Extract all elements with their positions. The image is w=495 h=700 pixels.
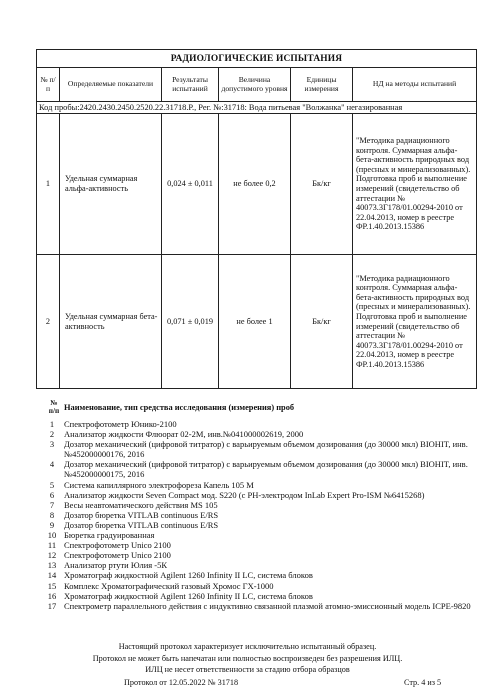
header-indicators: Определяемые показатели [60, 68, 162, 102]
item-text: Комплекс Хроматографический газовый Хромос ГХ-1000 [64, 580, 274, 591]
item-number: 11 [47, 540, 57, 551]
row-indicator: Удельная суммарная альфа-активность [60, 114, 162, 255]
table-row [37, 255, 477, 389]
list-item [44, 520, 474, 530]
header-num: № п/п [37, 68, 60, 102]
list-item [44, 429, 474, 439]
item-number: 9 [49, 519, 55, 530]
equipment-title: Наименование, тип средства исследования (измерения) проб [64, 403, 295, 412]
list-item [44, 550, 474, 560]
equipment-list-header [44, 399, 474, 419]
row-indicator: Удельная суммарная бета-активность [60, 255, 162, 389]
row-result: 0,071 ± 0,019 [162, 255, 219, 389]
item-text: Анализатор жидкости Флюорат 02-2М, инв.№041000002619, 2000 [64, 429, 304, 440]
item-number: 7 [49, 499, 55, 510]
item-number: 17 [47, 600, 57, 611]
item-number: 12 [47, 550, 57, 561]
protocol-reference: Протокол от 12.05.2022 № 31718 [124, 678, 239, 687]
row-method: "Методика радиационного контроля. Суммарная альфа-бета-активность природных вод (пресных и минерализованных). Подготовка проб и выполнение измерений (свидетельство об аттестации № 40073.3Г178/01.00294-2010 от 22.04.2013, номер в реестре ФР.1.40.2013.15386 [353, 114, 477, 255]
item-text: Хроматограф жидкостной Agilent 1260 Infinity II LC, система блоков [64, 590, 313, 601]
list-item [44, 480, 474, 490]
list-item [44, 510, 474, 520]
row-num: 1 [37, 114, 60, 255]
list-item [44, 601, 474, 611]
table-row [37, 114, 477, 255]
list-item [44, 591, 474, 601]
list-item [44, 540, 474, 550]
list-item [44, 439, 474, 459]
item-text: Система капиллярного электрофореза Капель 105 М [64, 479, 254, 490]
header-results: Результаты испытаний [162, 68, 219, 102]
item-number: 10 [47, 530, 57, 541]
item-number: 1 [49, 419, 55, 429]
item-text: Анализатор ртути Юлия -5К [64, 560, 168, 571]
footer-responsibility-notice: ИЛЦ не несет ответственности за стадию отбора образцов [145, 665, 350, 674]
row-num: 2 [37, 255, 60, 389]
item-text: Анализатор жидкости Seven Compact мод. S220 (с PH-электродом InLab Expert Pro-ISM №6415268) [64, 489, 425, 500]
list-item [44, 419, 474, 429]
item-text: Хроматограф жидкостной Agilent 1260 Infinity II LC, система блоков [64, 570, 313, 581]
list-item [44, 581, 474, 591]
item-text: Спектрофотометр Юнико-2100 [64, 419, 177, 429]
footer-disclaimer: Настоящий протокол характеризует исключительно испытанный образец. [118, 642, 377, 651]
row-limit: не более 0,2 [219, 114, 291, 255]
item-number: 16 [47, 590, 57, 601]
item-text: Дозатор механический (цифровой титратор) с варьируемым объемом дозирования (до 30000 мкл) BIOHIT, инв.№452000000176, 2016 [64, 439, 468, 460]
equipment-num-header: № п/п [48, 398, 60, 415]
item-text: Дозатор бюретка VITLAB continuous E/RS [64, 509, 219, 520]
row-result: 0,024 ± 0,011 [162, 114, 219, 255]
item-number: 6 [49, 489, 55, 500]
equipment-list [44, 399, 474, 611]
radiology-table [36, 49, 477, 389]
header-units: Единицы измерения [291, 68, 353, 102]
row-unit: Бк/кг [291, 255, 353, 389]
table-header-row [37, 68, 477, 102]
footer-reproduction-notice: Протокол не может быть напечатан или полностью воспроизведен без разрешения ИЛЦ. [92, 654, 403, 663]
row-limit: не более 1 [219, 255, 291, 389]
item-text: Весы неавтоматического действия MS 105 [64, 499, 218, 510]
list-item [44, 570, 474, 580]
row-method: "Методика радиационного контроля. Суммарная альфа-бета-активность природных вод (пресных и минерализованных). Подготовка проб и выполнение измерений (свидетельство об аттестации № 40073.3Г178/01.00294-2010 от 22.04.2013, номер в реестре ФР.1.40.2013.15386 [353, 255, 477, 389]
page-number: Стр. 4 из 5 [404, 678, 442, 687]
item-number: 13 [47, 560, 57, 571]
list-item [44, 490, 474, 500]
row-unit: Бк/кг [291, 114, 353, 255]
list-item [44, 530, 474, 540]
item-number: 8 [49, 509, 55, 520]
list-item [44, 500, 474, 510]
table-title: РАДИОЛОГИЧЕСКИЕ ИСПЫТАНИЯ [37, 50, 477, 68]
list-item [44, 459, 474, 479]
item-text: Бюретка градуированная [64, 530, 155, 541]
header-method: НД на методы испытаний [353, 68, 477, 102]
item-text: Спектрофотометр Unico 2100 [64, 540, 171, 551]
item-text: Спектрометр параллельного действия с индуктивно связанной плазмой атомно-эмиссионный модель ICPE-9820 [64, 600, 471, 611]
list-item [44, 560, 474, 570]
item-number: 3 [49, 439, 55, 450]
item-number: 5 [49, 479, 55, 490]
sample-code: Код пробы:2420.2430.2450.2520.22.31718.Р., Рег. №:31718: Вода питьевая "Волжанка" негазированная [37, 102, 477, 114]
item-number: 14 [47, 570, 57, 581]
item-text: Дозатор бюретка VITLAB continuous E/RS [64, 519, 219, 530]
item-number: 2 [49, 429, 55, 440]
item-text: Спектрофотометр Unico 2100 [64, 550, 171, 561]
item-number: 15 [47, 580, 57, 591]
header-limit: Величина допустимого уровня [219, 68, 291, 102]
item-number: 4 [49, 459, 55, 470]
item-text: Дозатор механический (цифровой титратор) с варьируемым объемом дозирования (до 30000 мкл) BIOHIT, инв.№452000000175, 2016 [64, 459, 468, 480]
